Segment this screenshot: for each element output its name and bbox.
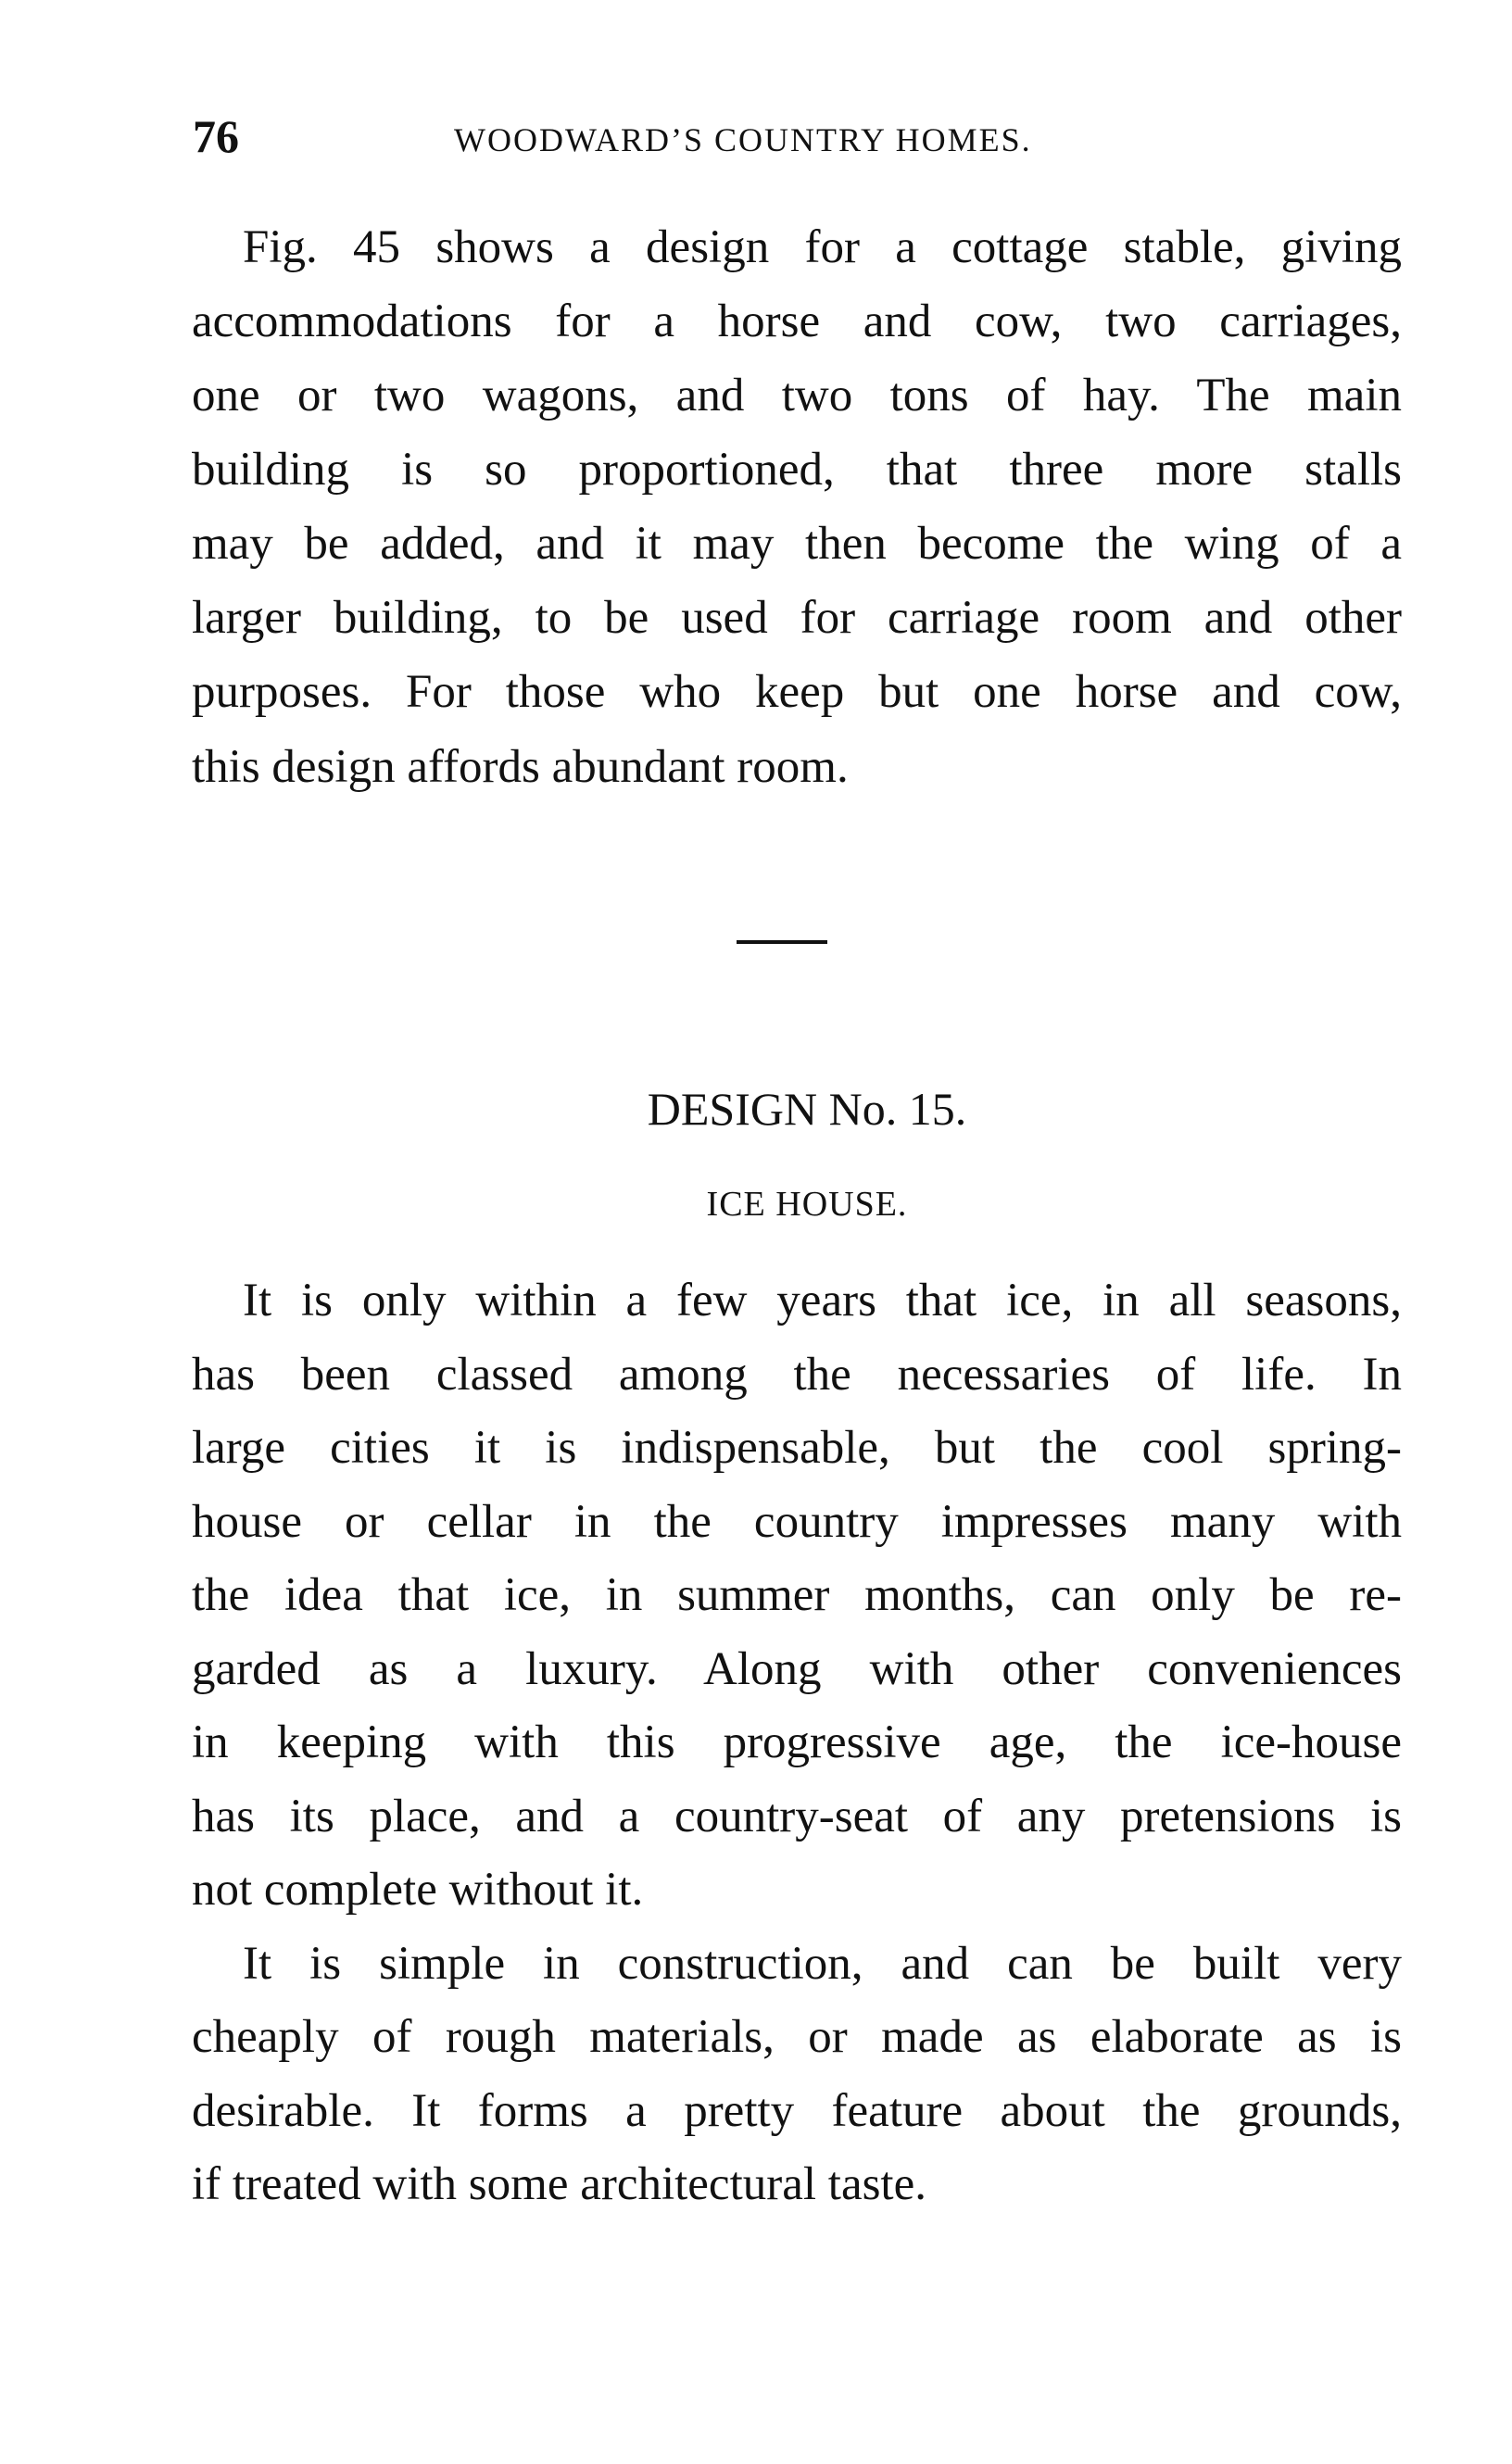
text-line: has its place, and a country-seat of any pretensions is <box>192 1791 1402 1842</box>
text-line: cheaply of rough materials, or made as elaborate as is <box>192 2011 1402 2063</box>
text-line: garded as a luxury. Along with other conveniences <box>192 1643 1402 1695</box>
page-number: 76 <box>193 110 239 162</box>
text-line: one or two wagons, and two tons of hay. The main <box>192 370 1402 421</box>
text-line: has been classed among the necessaries of life. In <box>192 1349 1402 1401</box>
text-line: purposes. For those who keep but one horse and cow, <box>192 666 1402 718</box>
text-line: if treated with some architectural taste. <box>192 2158 926 2210</box>
text-line: larger building, to be used for carriage room and other <box>192 592 1402 644</box>
text-line: large cities it is indispensable, but the cool spring- <box>192 1422 1402 1474</box>
text-line: It is simple in construction, and can be built very <box>243 1938 1402 1990</box>
text-line: not complete without it. <box>192 1864 644 1916</box>
section-heading: DESIGN No. 15. <box>647 1083 967 1135</box>
text-line: building is so proportioned, that three more stalls <box>192 444 1402 496</box>
text-line: may be added, and it may then become the wing of a <box>192 518 1402 570</box>
section-divider <box>737 940 827 944</box>
section-subheading: ICE HOUSE. <box>706 1185 908 1224</box>
text-line: the idea that ice, in summer months, can only be re- <box>192 1569 1402 1621</box>
running-title: WOODWARD’S COUNTRY HOMES. <box>454 121 1032 158</box>
text-line: It is only within a few years that ice, in all seasons, <box>243 1275 1402 1326</box>
text-line: in keeping with this progressive age, the ice-house <box>192 1716 1402 1768</box>
text-line: Fig. 45 shows a design for a cottage stable, giving <box>243 221 1402 273</box>
text-line: house or cellar in the country impresses many with <box>192 1496 1402 1548</box>
text-line: desirable. It forms a pretty feature about the grounds, <box>192 2085 1402 2137</box>
text-line: this design affords abundant room. <box>192 741 849 793</box>
text-line: accommodations for a horse and cow, two carriages, <box>192 295 1402 347</box>
